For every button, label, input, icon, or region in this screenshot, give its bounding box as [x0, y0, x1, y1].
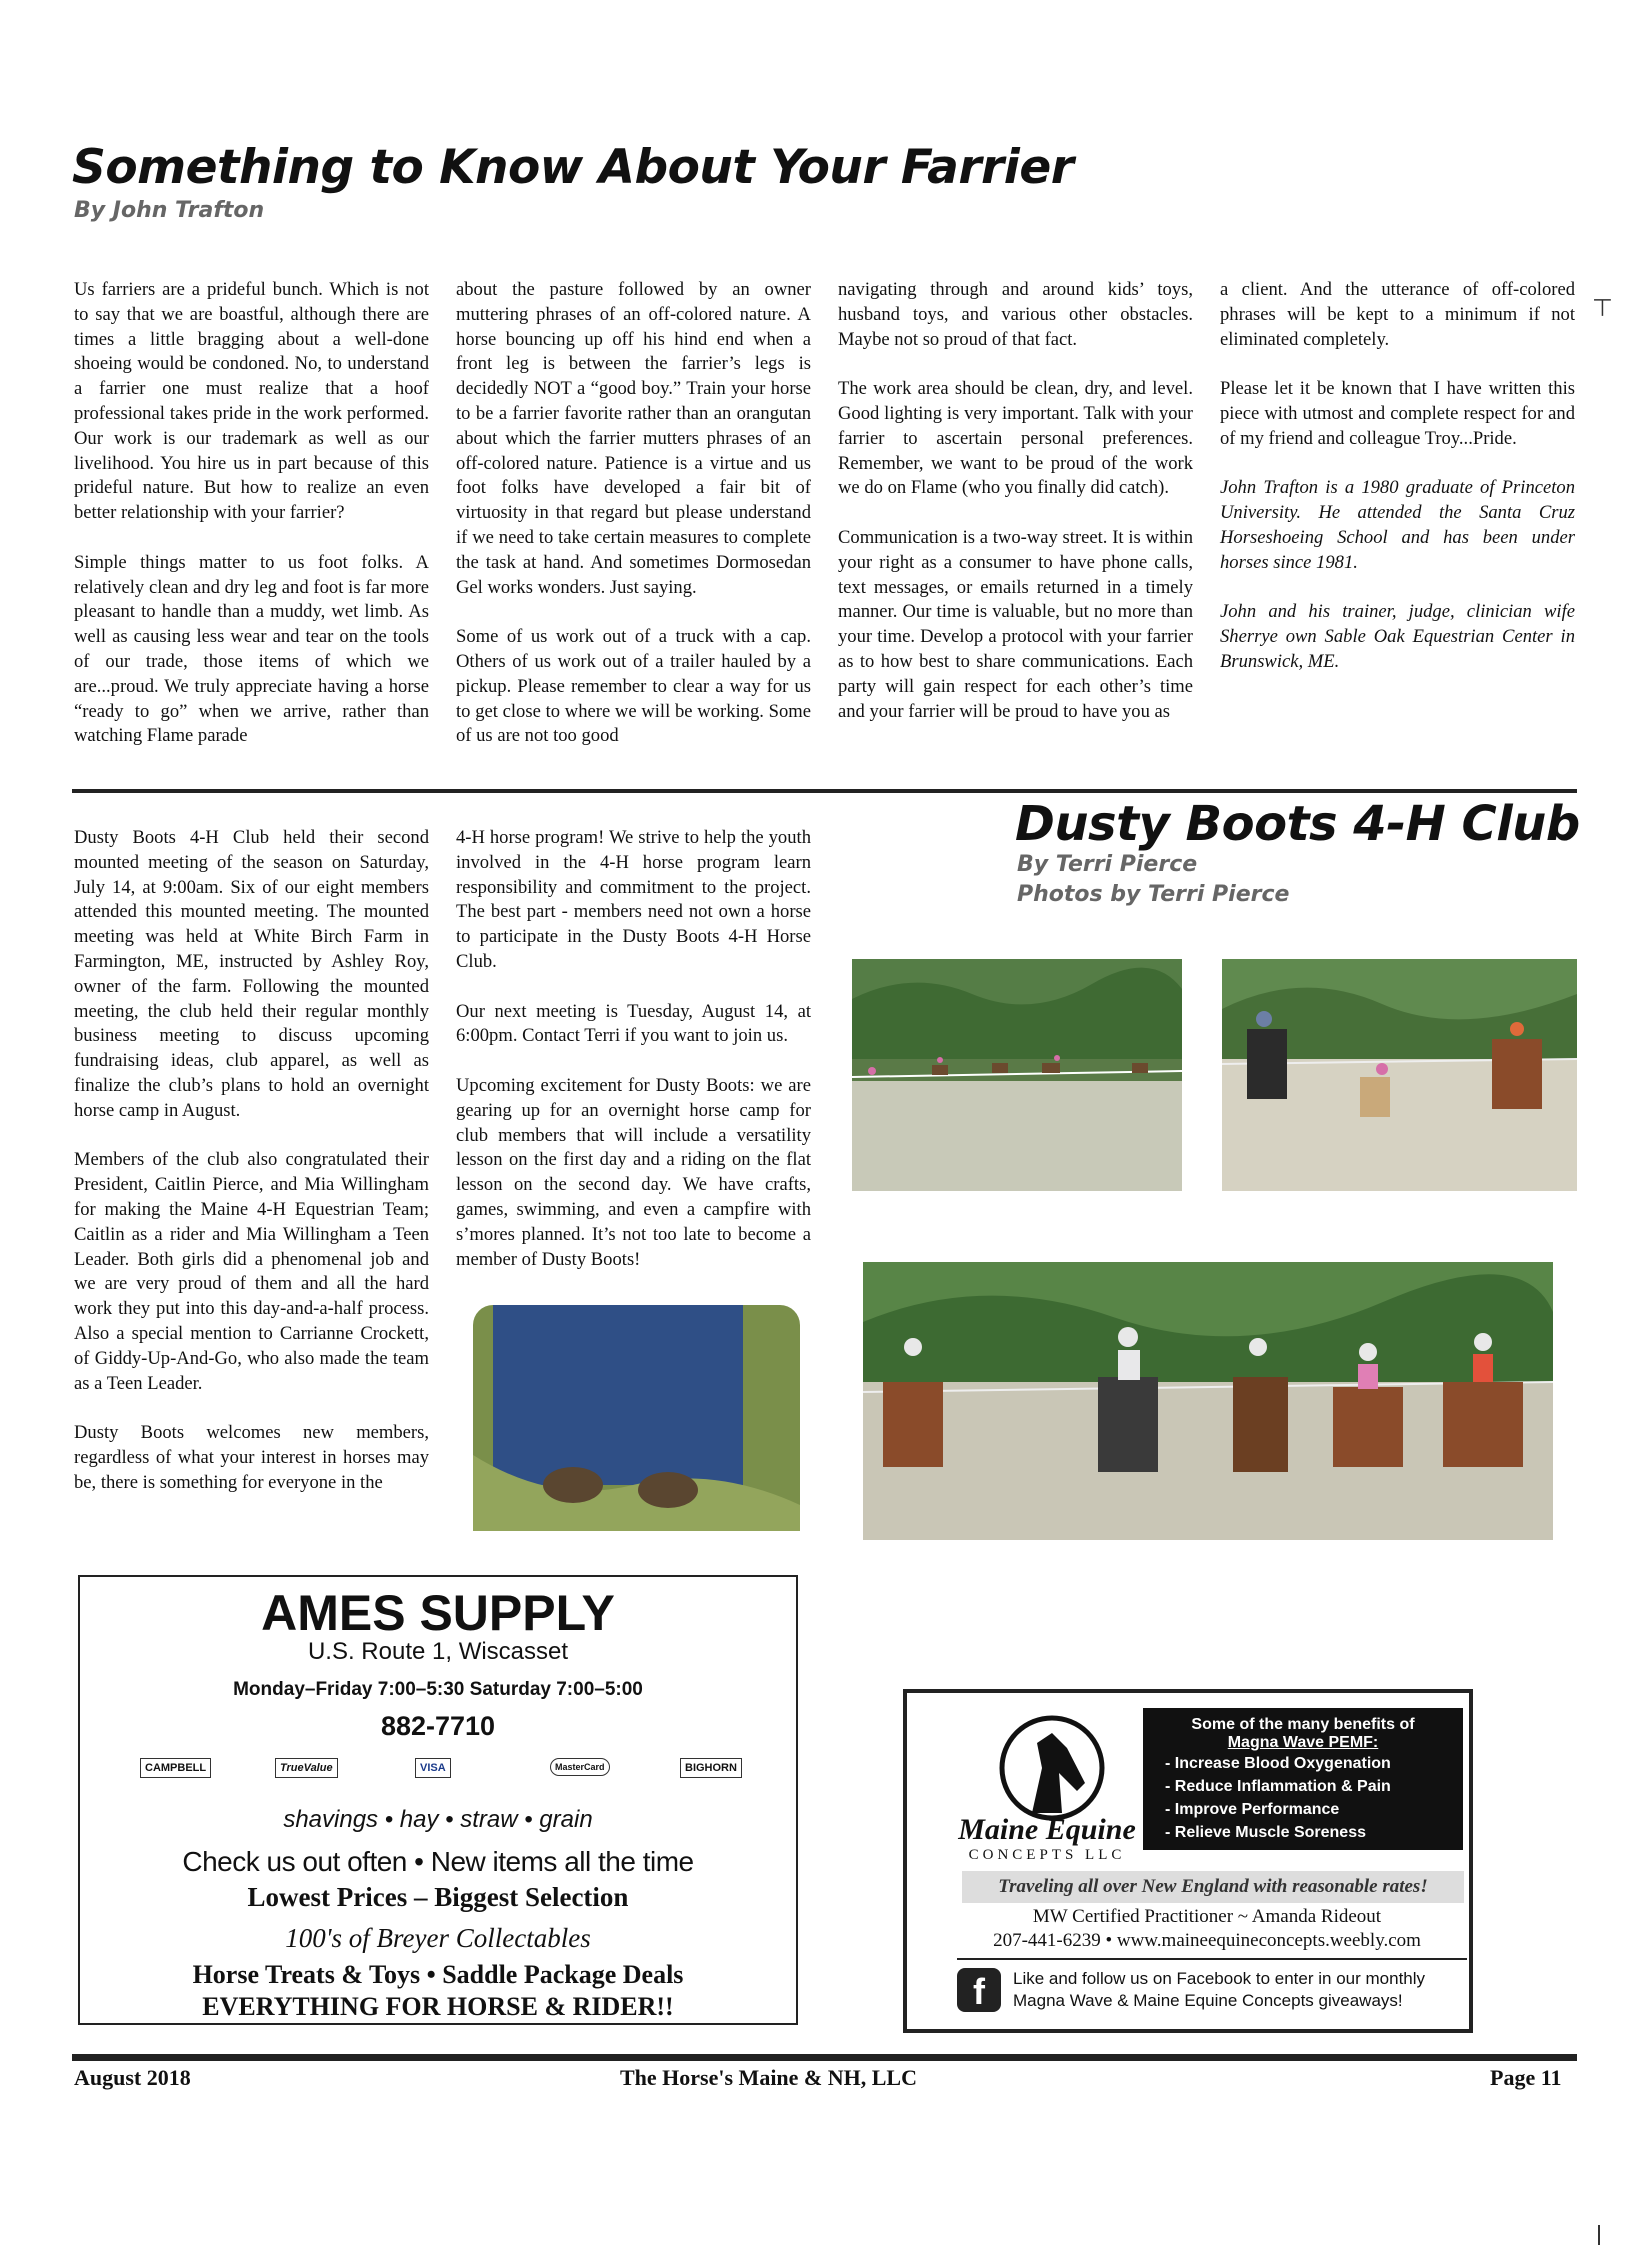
truevalue-logo: TrueValue [275, 1758, 338, 1778]
benefit-item: - Reduce Inflammation & Pain [1165, 1778, 1391, 1795]
article1-column-1: Us farriers are a prideful bunch. Which is not to say that we are boastful, although there are times a little bragging about a well-done shoeing would be condoned. No, to understand a farrier one must realize that a hoof professional takes pride in the work performed. Our work is our trademark as well as our livelihood. You hire us in part because of this prideful nature. But how to realize an even better relationship with your farrier? Simple things matter to us foot folks. A relatively clean and dry leg and foot is far more pleasant to handle than a muddy, wet limb. As well as causing less wear and tear on the tools of our trade, those items of which we are...proud. We truly appreciate having a horse “ready to go” when we arrive, rather than watching Flame parade [74, 279, 429, 747]
visa-logo: VISA [415, 1758, 451, 1778]
photo-group-riders [863, 1262, 1553, 1540]
footer-page: Page 11 [1490, 2065, 1562, 2090]
article-title: Something to Know About Your Farrier [72, 140, 1074, 195]
crop-mark-bottom [1598, 2225, 1600, 2245]
article1-column-4: a client. And the utterance of off-colored phrases will be kept to a minimum if not eliminated completely. Please let it be known that I have written this piece with utmost and complete respect for and of my friend and colleague Troy...Pride. John Trafton is a 1980 graduate of Princeton University. He attended the Santa Cruz Horseshoeing School and has been under horses since 1981. John and his trainer, judge, clinician wife Sherrye own Sable Oak Equestrian Center in Brunswick, ME. [1220, 279, 1575, 672]
footer-rule [72, 2054, 1577, 2061]
benefit-item: - Improve Performance [1165, 1801, 1340, 1818]
article1-column-2: about the pasture followed by an owner muttering phrases of an off-colored nature. A horse bouncing up off his hind end when a front leg is between the farrier’s legs is decidedly NOT a “good boy.” Train your horse to be a farrier favorite rather than an orangutan about which the farrier mutters phrases of an off-colored nature. Patience is a virtue and us foot folks have developed a fair bit of virtuosity in that regard but please understand if we need to take certain measures to complete the task at hand. And sometimes Dormosedan Gel works wonders. Just saying. Some of us work out of a truck with a cap. Others of us work out of a trailer hauled by a pickup. Please remember to clear a way for us to get close to where we will be working. Some of us are not too good [456, 279, 811, 747]
article1-column-3: navigating through and around kids’ toys, husband toys, and various other obstacles. Maybe not so proud of that fact. The work area should be clean, dry, and level. Good lighting is very important. Talk with your farrier to ascertain personal preferences. Remember, we want to be proud of the work we do on Flame (who you finally did catch). Communication is a two-way street. It is within your right as a consumer to have phone calls, text messages, or emails returned in a timely manner. Our time is valuable, but no more than your time. Develop a protocol with your farrier as to how best to share communications. Each party will gain respect for each other’s time and your farrier will be proud to have you as [838, 279, 1193, 722]
company-name: Maine Equine [958, 1813, 1136, 1846]
club-title: Dusty Boots 4-H Club [1015, 796, 1580, 852]
benefits-title: Some of the many benefits of [1191, 1716, 1415, 1733]
practitioner: MW Certified Practitioner ~ Amanda Rideout [1032, 1906, 1382, 1927]
campbell-logo: CAMPBELL [140, 1758, 211, 1778]
ames-logo-row [80, 1750, 796, 1800]
ames-name: AMES SUPPLY [261, 1585, 615, 1641]
benefits-subtitle: Magna Wave PEMF: [1227, 1734, 1379, 1751]
maine-equine-ad [903, 1689, 1473, 2033]
company-sub: CONCEPTS LLC [968, 1847, 1126, 1863]
article2-column-2: 4-H horse program! We strive to help the youth involved in the 4-H horse program learn responsibility and commitment to the project. The best part - members need not own a horse to participate in the Dusty Boots 4-H Horse Club. Our next meeting is Tuesday, August 14, at 6:00pm. Contact Terri if you want to join us. Upcoming excitement for Dusty Boots: we are gearing up for an overnight horse camp for club members that will include a versatility lesson on the first day and a riding on the flat lesson on the second day. We have crafts, games, swimming, and even a campfire with s’mores planned. It’s not too late to become a member of Dusty Boots! [456, 827, 811, 1270]
ames-goods: shavings • hay • straw • grain [283, 1806, 593, 1833]
crop-mark: ⊤ [1592, 294, 1613, 322]
ames-breyer: 100's of Breyer Collectables [285, 1923, 591, 1953]
ames-address: U.S. Route 1, Wiscasset [307, 1638, 569, 1665]
footer-date: August 2018 [74, 2065, 191, 2090]
benefit-item: - Increase Blood Oxygenation [1165, 1755, 1391, 1772]
ames-everything: EVERYTHING FOR HORSE & RIDER!! [202, 1992, 674, 2021]
footer-publication: The Horse's Maine & NH, LLC [620, 2065, 917, 2090]
photo-boots [473, 1305, 800, 1531]
ad-divider [957, 1958, 1467, 1960]
photo-riders-walking [1222, 959, 1577, 1191]
article-byline: By John Trafton [74, 198, 265, 223]
contact-info: 207-441-6239 • www.maineequineconcepts.weebly.com [993, 1930, 1421, 1951]
facebook-text: Like and follow us on Facebook to enter in our monthly Magna Wave & Maine Equine Concepts giveaways! [1013, 1969, 1426, 2010]
photo-riding-arena [852, 959, 1182, 1191]
horse-logo-icon [997, 1713, 1107, 1823]
section-divider [72, 789, 1577, 793]
benefits-list [1165, 1752, 1463, 1844]
ames-supply-ad [78, 1575, 798, 2025]
ames-treats: Horse Treats & Toys • Saddle Package Deals [192, 1960, 684, 1989]
ames-hours: Monday–Friday 7:00–5:30 Saturday 7:00–5:00 [233, 1679, 643, 1700]
benefits-box [1143, 1708, 1463, 1850]
travel-banner: Traveling all over New England with reasonable rates! [962, 1871, 1464, 1903]
ames-lowest: Lowest Prices – Biggest Selection [247, 1882, 629, 1912]
facebook-icon: f [957, 1968, 1001, 2012]
photo-credit: Photos by Terri Pierce [1017, 882, 1290, 907]
bighorn-logo: BIGHORN [680, 1758, 742, 1778]
mastercard-logo: MasterCard [550, 1758, 610, 1776]
club-byline: By Terri Pierce [1017, 852, 1198, 877]
ames-check: Check us out often • New items all the time [182, 1846, 694, 1877]
article2-column-1: Dusty Boots 4-H Club held their second mounted meeting of the season on Saturday, July 14, at 9:00am. Six of our eight members attended this mounted meeting. The mounted meeting was held at White Birch Farm in Farmington, ME, instructed by Ashley Roy, owner of the farm. Following the mounted meeting, the club held their regular monthly business meeting to discuss upcoming fundraising ideas, club apparel, as well as finalize the club’s plans to hold an overnight horse camp in August. Members of the club also congratulated their President, Caitlin Pierce, and Mia Willingham for making the Maine 4-H Equestrian Team; Caitlin as a rider and Mia Willingham a Teen Leader. Both girls did a phenomenal job and we are very proud of them and all the hard work they put into this day-and-a-half process. Also a special mention to Carrianne Crockett, of Giddy-Up-And-Go, who also made the team as a Teen Leader. Dusty Boots welcomes new members, regardless of what your interest in horses may be, there is something for everyone in the [74, 827, 429, 1493]
benefit-item: - Relieve Muscle Soreness [1165, 1824, 1366, 1841]
ames-phone: 882-7710 [380, 1711, 496, 1741]
